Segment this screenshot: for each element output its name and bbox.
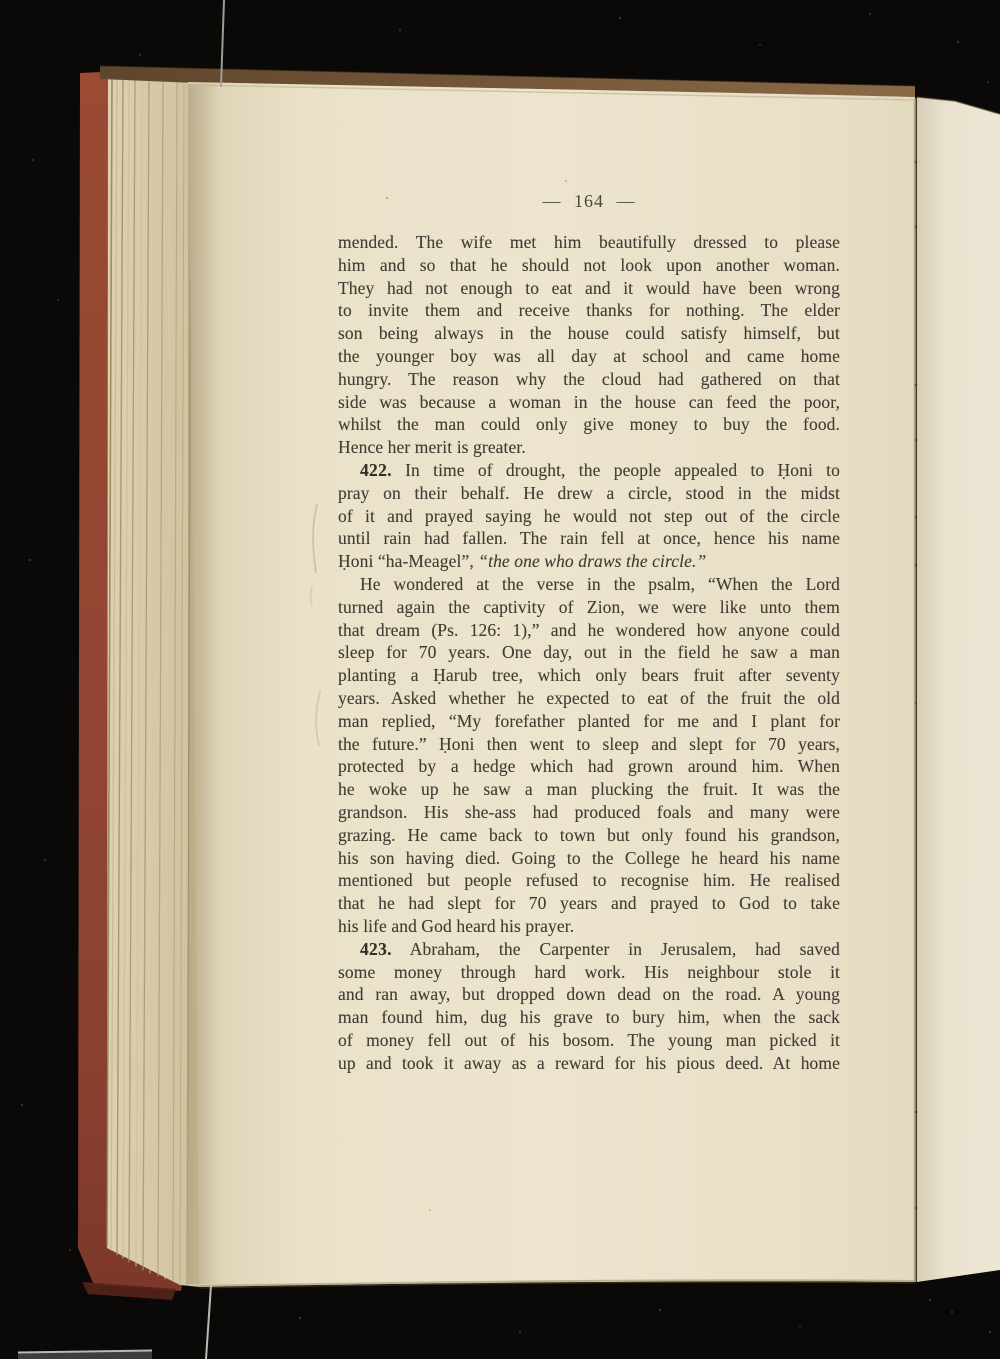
body-text <box>338 231 840 1074</box>
text-line <box>338 368 840 391</box>
line-text: In time of drought, the people appealed to Ḥoni to <box>391 459 840 480</box>
text-line <box>338 299 840 322</box>
line-text: side was because a woman in the house can feed the poor, <box>338 391 840 412</box>
line-text: He wondered at the verse in the psalm, “When the Lord <box>360 573 840 594</box>
text-line <box>338 459 840 482</box>
line-text: to invite them and receive thanks for nothing. The elder <box>338 300 840 321</box>
line-text: man replied, “My forefather planted for me and I plant for <box>338 710 840 731</box>
text-line <box>338 322 840 345</box>
text-line <box>338 505 840 528</box>
stand-edge <box>18 1350 152 1359</box>
text-line <box>338 277 840 300</box>
page-left-shading <box>188 84 220 1284</box>
text-line <box>338 482 840 505</box>
line-text: pray on their behalf. He drew a circle, stood in the midst <box>338 482 840 503</box>
text-line <box>338 961 840 984</box>
text-line <box>338 527 840 550</box>
line-text: years. Asked whether he expected to eat of the fruit the old <box>338 687 840 708</box>
paragraph-number: 423. <box>360 938 392 959</box>
text-line <box>338 641 840 664</box>
line-text: protected by a hedge which had grown around him. When <box>338 756 840 777</box>
line-text: that dream (Ps. 126: 1),” and he wondered how anyone could <box>338 619 840 640</box>
line-text: of money fell out of his bosom. The young man picked it <box>338 1029 840 1050</box>
text-line <box>338 345 840 368</box>
text-line <box>338 733 840 756</box>
line-text: sleep for 70 years. One day, out in the field he saw a man <box>338 642 840 663</box>
line-text: man found him, dug his grave to bury him, when the sack <box>338 1007 840 1028</box>
paragraph-number: 422. <box>360 459 392 480</box>
line-text: whilst the man could only give money to buy the food. <box>338 414 840 435</box>
text-line <box>338 254 840 277</box>
line-text: son being always in the house could satisfy himself, but <box>338 323 840 344</box>
text-line <box>338 413 840 436</box>
text-line <box>338 892 840 915</box>
text-line <box>338 436 840 459</box>
text-line <box>338 983 840 1006</box>
line-text: turned again the captivity of Zion, we were like unto them <box>338 596 840 617</box>
line-text: and ran away, but dropped down dead on the road. A young <box>338 984 840 1005</box>
text-line <box>338 573 840 596</box>
line-text: Hence her merit is greater. <box>338 437 526 458</box>
text-line <box>338 1052 840 1075</box>
text-line <box>338 231 840 254</box>
text-line <box>338 687 840 710</box>
line-text: that he had slept for 70 years and prayed to God to take <box>338 893 840 914</box>
text-line <box>338 869 840 892</box>
text-line <box>338 755 840 778</box>
text-line <box>338 847 840 870</box>
line-text: his son having died. Going to the College he heard his name <box>338 847 840 868</box>
page-number: — 164 — <box>542 191 636 211</box>
line-text: hungry. The reason why the cloud had gathered on that <box>338 368 840 389</box>
text-line <box>338 596 840 619</box>
text-line <box>338 710 840 733</box>
text-line <box>338 824 840 847</box>
line-text: They had not enough to eat and it would have been wrong <box>338 277 840 298</box>
line-text: planting a Ḥarub tree, which only bears fruit after seventy <box>338 665 840 686</box>
line-text: some money through hard work. His neighbour stole it <box>338 961 840 982</box>
line-italic-text: “the one who draws the circle.” <box>478 551 707 572</box>
line-text: up and took it away as a reward for his pious deed. At home <box>338 1052 840 1073</box>
line-text: grazing. He came back to town but only found his grandson, <box>338 824 840 845</box>
line-text: until rain had fallen. The rain fell at once, hence his name <box>338 528 840 549</box>
text-line <box>338 550 840 573</box>
line-text: mended. The wife met him beautifully dressed to please <box>338 232 840 252</box>
line-text: he woke up he saw a man plucking the fruit. It was the <box>338 779 840 800</box>
text-line <box>338 915 840 938</box>
text-line <box>338 1006 840 1029</box>
text-line <box>338 664 840 687</box>
line-text: Ḥoni “ha-Meagel”, <box>338 551 479 572</box>
facing-page-sliver <box>917 97 1000 1282</box>
text-line <box>338 619 840 642</box>
text-line <box>338 778 840 801</box>
text-line <box>338 801 840 824</box>
line-text: grandson. His she-ass had produced foals and many were <box>338 801 840 822</box>
line-text: Abraham, the Carpenter in Jerusalem, had saved <box>391 938 840 959</box>
line-text: the younger boy was all day at school and came home <box>338 345 840 366</box>
text-line <box>338 938 840 961</box>
text-line <box>338 1029 840 1052</box>
line-text: the future.” Ḥoni then went to sleep and slept for 70 years, <box>338 733 840 754</box>
text-line <box>338 391 840 414</box>
line-text: of it and prayed saying he would not step out of the circle <box>338 505 840 526</box>
line-text: him and so that he should not look upon another woman. <box>338 254 840 275</box>
line-text: mentioned but people refused to recognise him. He realised <box>338 870 840 891</box>
line-text: his life and God heard his prayer. <box>338 915 575 936</box>
